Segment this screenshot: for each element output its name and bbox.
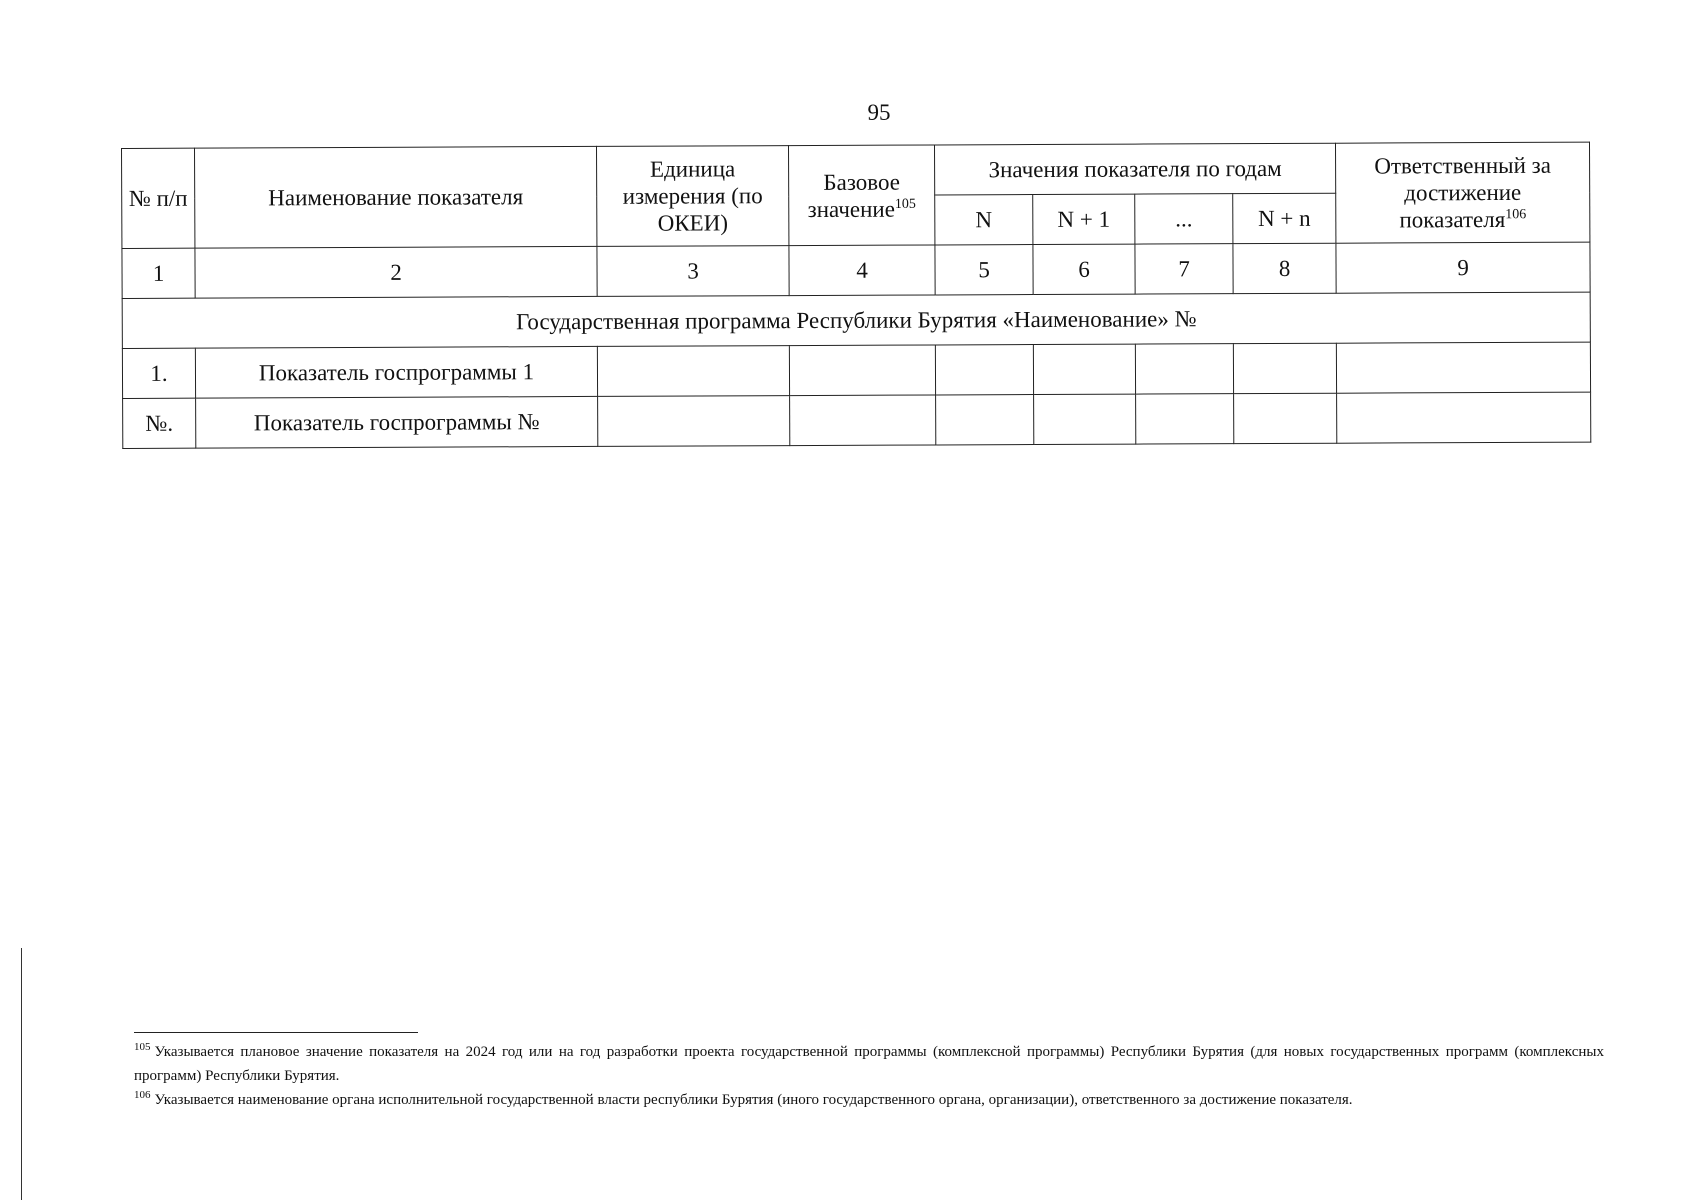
empty-cell bbox=[598, 396, 790, 447]
header-year: N + 1 bbox=[1033, 194, 1135, 244]
empty-cell bbox=[1337, 392, 1591, 443]
indicators-table-wrapper bbox=[121, 142, 1590, 449]
footnote-ref-106: 106 bbox=[1505, 207, 1527, 223]
header-responsible-text: Ответственный за достижение показателя bbox=[1374, 152, 1551, 233]
empty-cell bbox=[1135, 344, 1233, 394]
footnote-mark: 105 bbox=[134, 1041, 151, 1053]
row-indicator-name: Показатель госпрограммы 1 bbox=[195, 346, 597, 398]
footnote-separator bbox=[134, 1032, 418, 1033]
footnotes bbox=[134, 1040, 1604, 1112]
empty-cell bbox=[790, 395, 936, 446]
empty-cell bbox=[1136, 394, 1234, 444]
footnote-body: Указывается плановое значение показателя на 2024 год или на год разработки проекта государственной программы (комплексной программы) Республики Бурятия (для новых государственных программ (комплексных программ) Республики Бурятия. bbox=[134, 1044, 1604, 1084]
header-year: ... bbox=[1135, 194, 1233, 244]
section-title: Государственная программа Республики Бурятия «Наименование» № bbox=[122, 292, 1590, 348]
empty-cell bbox=[597, 346, 789, 397]
column-number: 2 bbox=[195, 246, 597, 298]
footnote-body: Указывается наименование органа исполнительной государственной власти республики Бурятия (иного государственного органа, организации), ответственного за достижение показателя. bbox=[154, 1092, 1353, 1108]
section-title-row bbox=[122, 292, 1590, 348]
empty-cell bbox=[1234, 393, 1337, 443]
indicators-table bbox=[121, 142, 1591, 449]
footnote-106 bbox=[134, 1088, 1604, 1112]
table-row bbox=[122, 342, 1590, 398]
row-number: 1. bbox=[122, 348, 195, 398]
header-base-value-text: Базовое значение bbox=[807, 169, 900, 222]
column-number: 9 bbox=[1336, 242, 1590, 293]
column-number: 1 bbox=[122, 248, 195, 298]
header-number: № п/п bbox=[122, 148, 195, 248]
column-number: 6 bbox=[1033, 244, 1135, 294]
column-number: 5 bbox=[935, 245, 1033, 295]
row-number: №. bbox=[123, 398, 196, 448]
column-number: 4 bbox=[789, 245, 935, 296]
footnote-text bbox=[134, 1040, 1604, 1088]
table-header-row bbox=[122, 142, 1590, 198]
header-year: N + n bbox=[1233, 193, 1336, 243]
empty-cell bbox=[1336, 342, 1590, 393]
column-number: 7 bbox=[1135, 244, 1233, 294]
column-number-row bbox=[122, 242, 1590, 298]
header-responsible bbox=[1336, 142, 1590, 243]
header-indicator-name: Наименование показателя bbox=[195, 146, 597, 248]
empty-cell bbox=[789, 345, 935, 396]
footnote-text bbox=[134, 1088, 1604, 1112]
column-number: 3 bbox=[597, 246, 789, 297]
header-year: N bbox=[935, 195, 1033, 245]
empty-cell bbox=[935, 345, 1033, 395]
footnote-ref-105: 105 bbox=[894, 196, 916, 212]
page-number: 95 bbox=[867, 100, 891, 125]
empty-cell bbox=[1033, 344, 1135, 394]
empty-cell bbox=[1233, 343, 1336, 393]
scan-margin-line bbox=[21, 948, 22, 1200]
row-indicator-name: Показатель госпрограммы № bbox=[196, 396, 598, 448]
header-base-value bbox=[788, 145, 934, 246]
column-number: 8 bbox=[1233, 243, 1336, 293]
empty-cell bbox=[936, 395, 1034, 445]
header-years-group: Значения показателя по годам bbox=[934, 143, 1335, 195]
footnote-105 bbox=[134, 1040, 1604, 1088]
footnote-mark: 106 bbox=[134, 1089, 151, 1101]
empty-cell bbox=[1034, 394, 1136, 444]
table-row bbox=[123, 392, 1591, 448]
header-unit: Единица измерения (по ОКЕИ) bbox=[596, 146, 788, 247]
